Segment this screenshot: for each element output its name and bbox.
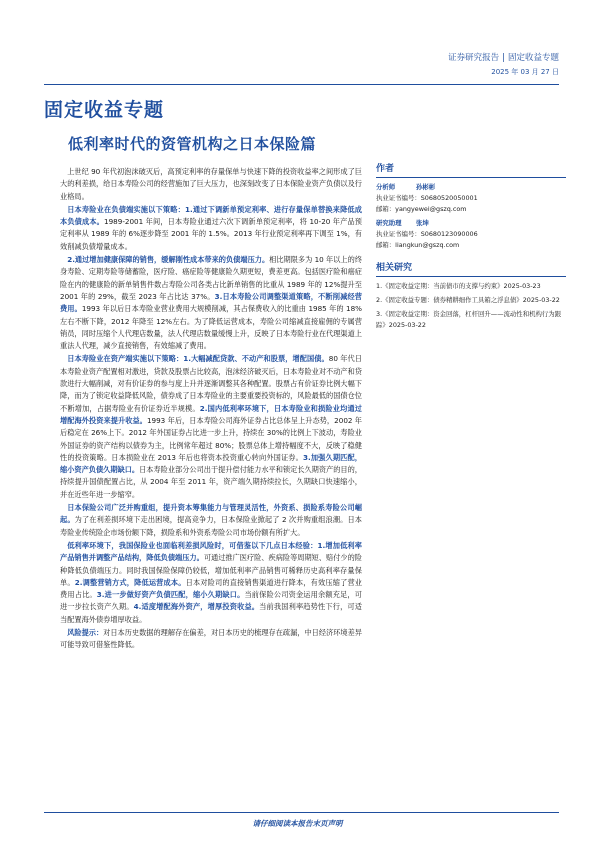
risk-label: 风险提示：	[67, 627, 104, 637]
highlight-text: 3.进一步做好资产负债匹配，缩小久期缺口。	[96, 590, 245, 600]
body-text: 日本对险司的直接销售渠道进行降本，有效压缩了营业费用占比。	[60, 577, 362, 600]
report-date: 2025 年 03 月 27 日	[491, 68, 559, 76]
related-heading: 相关研究	[376, 263, 566, 277]
highlight-text: 3.日本寿险公司调整渠道策略，不断削减经营费用。	[60, 291, 362, 314]
page-subtitle: 低利率时代的资管机构之日本保险篇	[68, 135, 317, 153]
paragraph-liability-2	[60, 254, 362, 352]
footer-disclaimer: 请仔细阅读本报告末页声明	[252, 819, 343, 828]
body-text: 相比期限多为 10 年以上的终身寿险、定期寿险等储蓄险，医疗险、癌症险等健康险久期更短，费差更高。包括医疗险和癌症险在内的健康险的新单销售件数占寿险公司各类占比新单销售的比重从 1989 年的 12%提升至 2001 年的 29%，截至 2023 年占比达 37%。	[60, 255, 363, 301]
highlight-text: 4.适度增配海外资产，增厚投资收益。	[133, 602, 260, 612]
paragraph-asset-1	[60, 353, 362, 501]
author-name: 孙彬彬	[416, 183, 436, 191]
header-divider	[44, 84, 559, 85]
highlight-text: 3.加强久期匹配，缩小资产负债久期缺口。	[60, 452, 362, 475]
paragraph-liability-1	[60, 204, 362, 253]
report-category	[448, 52, 559, 64]
page-title: 固定收益专题	[44, 99, 165, 121]
highlight-text: 日本寿险业在负债端实施以下策略：1.通过下调新单预定利率、进行存量保单替换来降低成本负债成本。	[60, 204, 362, 227]
body-text: 日本寿险业部分公司出于提升偿付能力水平和锁定长久期资产的目的，持续提升国债配置占比，从 2004 年至 2011 年，资产端久期持续拉长，久期缺口快速缩小，并在近些年进一步缩窄。	[60, 465, 362, 499]
author-role: 分析师	[376, 183, 396, 191]
author-name: 张坤	[416, 219, 429, 227]
related-link[interactable]: 2.《固定收益专题：债券精耕细作工具箱之浮息债》2025-03-22	[376, 296, 560, 304]
author-email[interactable]: 邮箱：yangyewei@gszq.com	[376, 205, 467, 213]
body-text: 1993 年后，日本寿险公司海外证券占比总体呈上升态势，2002 年后稳定在 26%上下。2012 年外国证券占比进一步上升，持续在 30%的比例上下波动，寿险业外国证券的资产结构以债券为主，比例常年超过 80%；股票总体上增持幅度不大，反映了稳健性的投资策略。日本损险业在 2013 年后也将资本投资重心转向外国证券。	[60, 415, 362, 462]
author-block	[376, 182, 566, 215]
category-label: 证券研究报告	[448, 53, 500, 63]
author-cert: 执业证书编号：S0680520050001	[376, 194, 478, 202]
subcategory-label: 固定收益专题	[507, 53, 559, 63]
report-header	[448, 52, 559, 78]
author-name-row	[376, 218, 566, 229]
related-link[interactable]: 3.《固定收益定期：资金回落，杠杆回升——流动性和机构行为跟踪》2025-03-22	[376, 310, 562, 329]
footer-divider	[44, 812, 559, 813]
author-cert: 执业证书编号：S0680123090006	[376, 230, 478, 238]
summary-body	[60, 166, 362, 653]
risk-text: 对日本历史数据的理解存在偏差，对日本历史的梳理存在疏漏，中日经济环境差异可能导致可借鉴性降低。	[60, 627, 362, 650]
author-email[interactable]: 邮箱：liangkun@gszq.com	[376, 241, 460, 249]
header-separator: |	[502, 53, 505, 63]
body-text: 80 年代日本寿险业资产配置相对激进，贷款及股票占比较高，泡沫经济破灭后，日本寿险业对不动产和贷款进行大幅削减，对有价证券的参与度上升并逐渐调整其各种配置。股票占有价证券比例大幅下降，而为了锁定收益降低风险，债券成了日本寿险业的主要重要投资标的，风险最低的国债仓位不断增加，占据寿险业有价证券近半规模。	[60, 354, 362, 413]
body-text: 可通过推广医疗险、疾病险等周期短、赔付少的险种降低负债端压力。同时我国保险保障仍较低，增加低利率产品销售可稀释历史高利率存量保单。	[60, 553, 362, 587]
related-link[interactable]: 1.《固定收益定期：当前债市的支撑与约束》2025-03-23	[376, 282, 541, 290]
highlight-text: 日本保险公司广泛并购重组，提升资本筹集能力与管理灵活性，外资系、损险系寿险公司崛起。	[60, 503, 362, 525]
highlight-text: 2.国内低利率环境下，日本寿险业和损险业均通过增配海外投资来提升收益。	[60, 403, 362, 425]
highlight-text: 低利率环境下，我国保险业也面临利差损风险时，可借鉴以下几点日本经验：1.增加低利率产品销售并调整产品结构，降低负债端压力。	[60, 540, 362, 563]
intro-paragraph: 上世纪 90 年代初泡沫破灭后，高预定利率的存量保单与快速下降的投资收益率之间形成了巨大的利差损，给日本寿险公司的经营施加了巨大压力，也深刻改变了日本保险业资产负债以及行业格局。	[60, 167, 362, 201]
author-block	[376, 218, 566, 251]
body-text: 1989-2001 年间，日本寿险业通过六次下调新单预定利率，将 10-20 年产品预定利率从 1989 年的 6%逐步降至 2001 年的 1.5%。2013 年行业预定利率再下调至 1%，有效削减负债增量成本。	[60, 217, 362, 251]
highlight-text: 2.调整营销方式，降低运营成本。	[74, 577, 186, 587]
body-text: 1993 年以后日本寿险业营业费用大规模削减，其占保费收入的比重由 1985 年的 18%左右不断下降，2012 年降至 12%左右。为了降低运营成本，寿险公司缩减直接雇佣的专属营销员，同时压缩个人代理店数量，法人代理店数量缓慢上升，反映了日本寿险行业在代理渠道上重法人代理，减少直接销售，有效缩减了费用。	[60, 304, 362, 351]
author-role: 研究助理	[376, 219, 402, 227]
paragraph-lessons	[60, 540, 362, 626]
risk-warning	[60, 627, 362, 652]
paragraph-mergers	[60, 502, 362, 539]
authors-heading: 作者	[376, 164, 566, 178]
highlight-text: 日本寿险业在资产端实施以下策略：1.大幅减配贷款、不动产和股票，增配国债。	[67, 354, 329, 364]
author-name-row	[376, 182, 566, 193]
body-text: 当前保险公司资金运用余额充足，可进一步拉长资产久期。	[60, 590, 362, 612]
sidebar	[376, 164, 566, 331]
body-text: 当前我国利率趋势性下行，可适当配置海外债券增厚收益。	[60, 602, 362, 624]
body-text: 为了在利差损环境下走出困境，提高竞争力，日本保险业掀起了 2 次并购重组浪潮。日本寿险业传统险企市场份额下降，损险系和外资系寿险公司市场份额有所扩大。	[60, 515, 362, 537]
highlight-text: 2.通过增加健康保障的销售，缓解刚性成本带来的负债端压力。	[67, 255, 270, 265]
